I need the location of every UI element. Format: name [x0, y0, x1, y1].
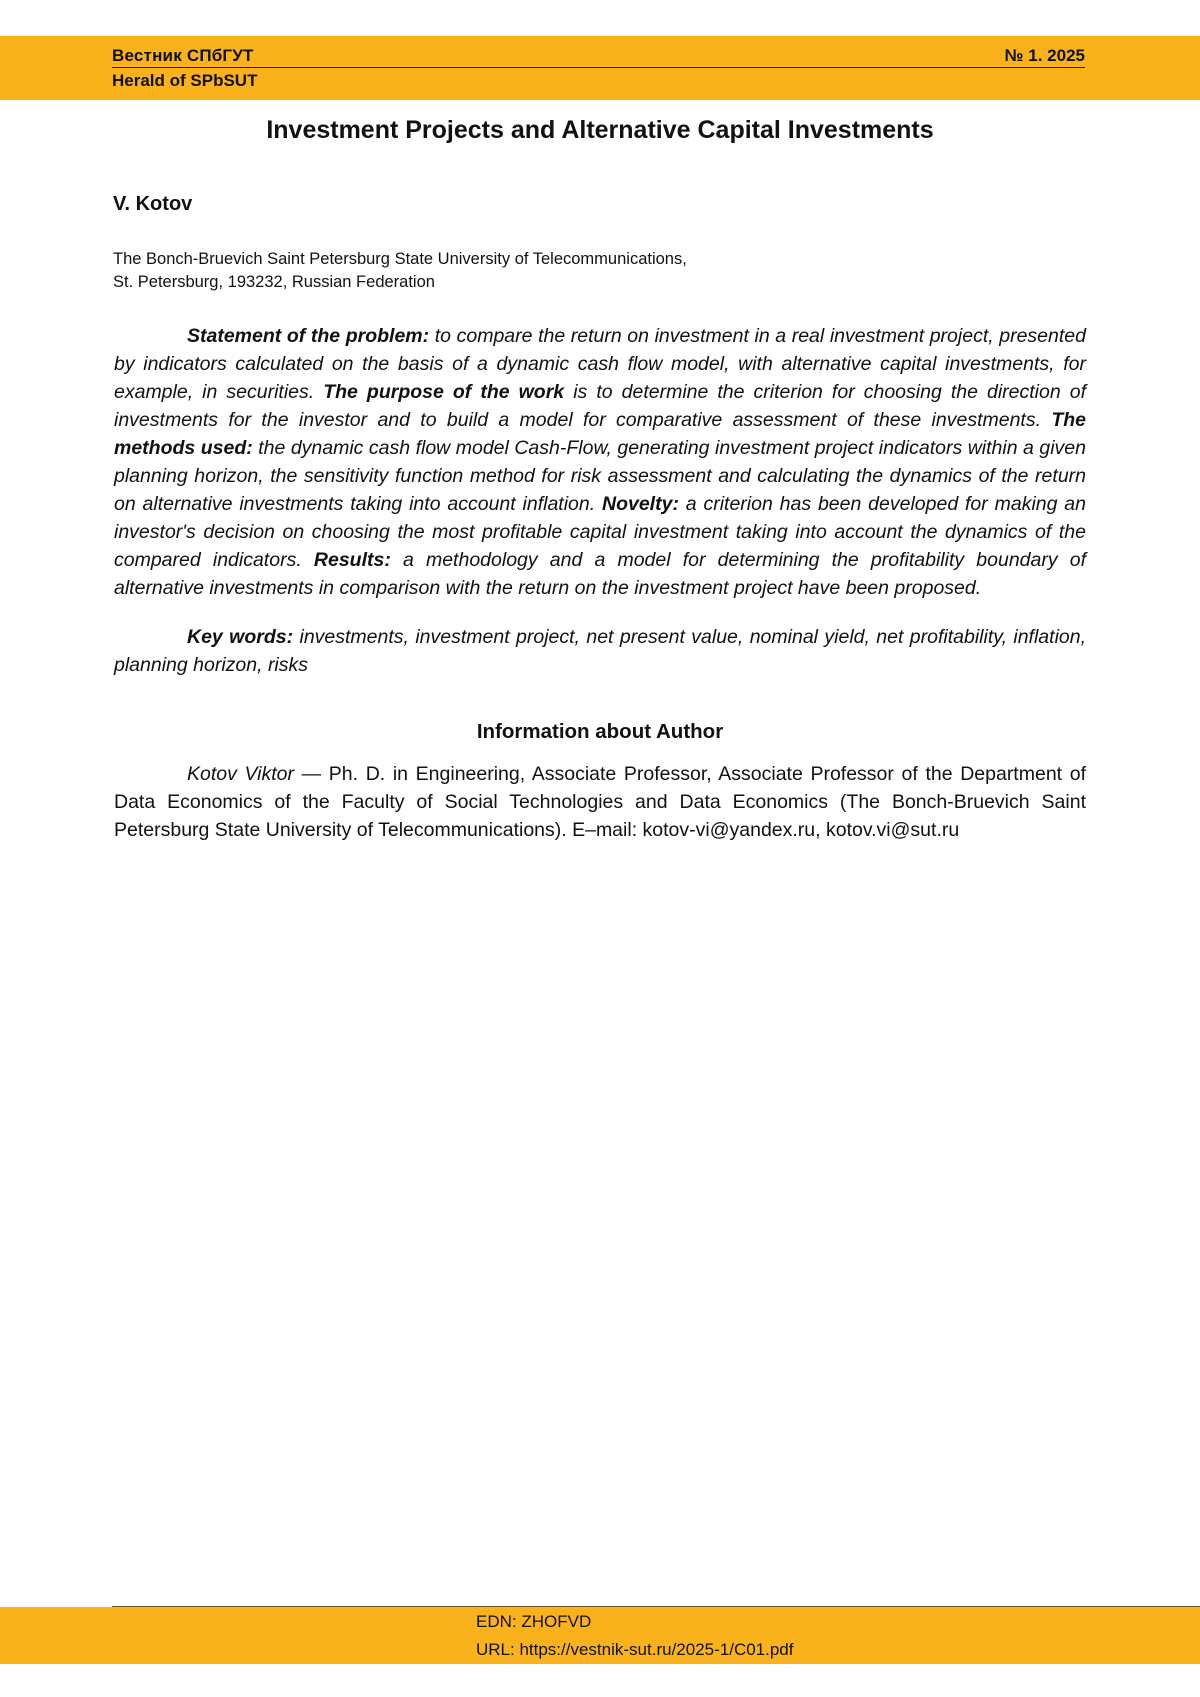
issue-number: № 1. 2025 — [1005, 46, 1085, 66]
footer-edn: EDN: ZHOFVD — [476, 1612, 591, 1632]
abstract-problem-label: Statement of the problem: — [187, 325, 429, 347]
abstract-purpose-label: The purpose of the work — [323, 381, 564, 403]
author-affiliation — [113, 248, 687, 294]
footer-url: URL: https://vestnik-sut.ru/2025-1/C01.pdf — [476, 1640, 794, 1660]
affiliation-line-1: The Bonch-Bruevich Saint Petersburg State University of Telecommunications, — [113, 248, 687, 271]
abstract-results-text: a methodology and a model for determining the profitability boundary of alternative investments in comparison with the return on the investment project have been proposed. — [114, 549, 1086, 599]
abstract-novelty-label: Novelty: — [602, 493, 679, 515]
journal-name-en: Herald of SPbSUT — [112, 71, 257, 91]
author-info-name: Kotov Viktor — [187, 763, 294, 785]
author-name: V. Kotov — [113, 193, 192, 216]
author-info-heading: Information about Author — [0, 720, 1200, 744]
abstract-problem-text: to compare the return on investment in a real investment project, presented by indicators calculated on the basis of a dynamic cash flow model, with alternative capital investments, for example, in securities. — [114, 325, 1086, 403]
abstract-novelty-text: a criterion has been developed for making an investor's decision on choosing the most profitable capital investment taking into account the dynamics of the compared indicators. — [114, 493, 1086, 571]
keywords — [114, 623, 1086, 679]
journal-name-ru: Вестник СПбГУТ — [112, 46, 254, 66]
abstract-methods-label: The methods used: — [114, 409, 1086, 459]
abstract-purpose-text: is to determine the criterion for choosing the direction of investments for the investor and to build a model for comparative assessment of these investments. — [114, 381, 1086, 431]
keywords-text: investments, investment project, net present value, nominal yield, net profitability, inflation, planning horizon, risks — [114, 626, 1086, 676]
author-info — [114, 760, 1086, 844]
abstract-methods-text: the dynamic cash flow model Cash-Flow, generating investment project indicators within a given planning horizon, the sensitivity function method for risk assessment and calculating the dynamics of the return on alternative investments taking into account inflation. — [114, 437, 1086, 515]
keywords-label: Key words: — [187, 626, 293, 648]
article-title: Investment Projects and Alternative Capital Investments — [0, 116, 1200, 145]
abstract-results-label: Results: — [314, 549, 391, 571]
affiliation-line-2: St. Petersburg, 193232, Russian Federation — [113, 271, 687, 294]
header-divider — [112, 67, 1085, 68]
abstract — [114, 322, 1086, 602]
author-info-text: — Ph. D. in Engineering, Associate Professor, Associate Professor of the Department of Data Economics of the Faculty of Social Technologies and Data Economics (The Bonch-Bruevich Saint Petersburg State University of Telecommunications). E–mail: kotov-vi@yandex.ru, kotov.vi@sut.ru — [114, 763, 1086, 841]
